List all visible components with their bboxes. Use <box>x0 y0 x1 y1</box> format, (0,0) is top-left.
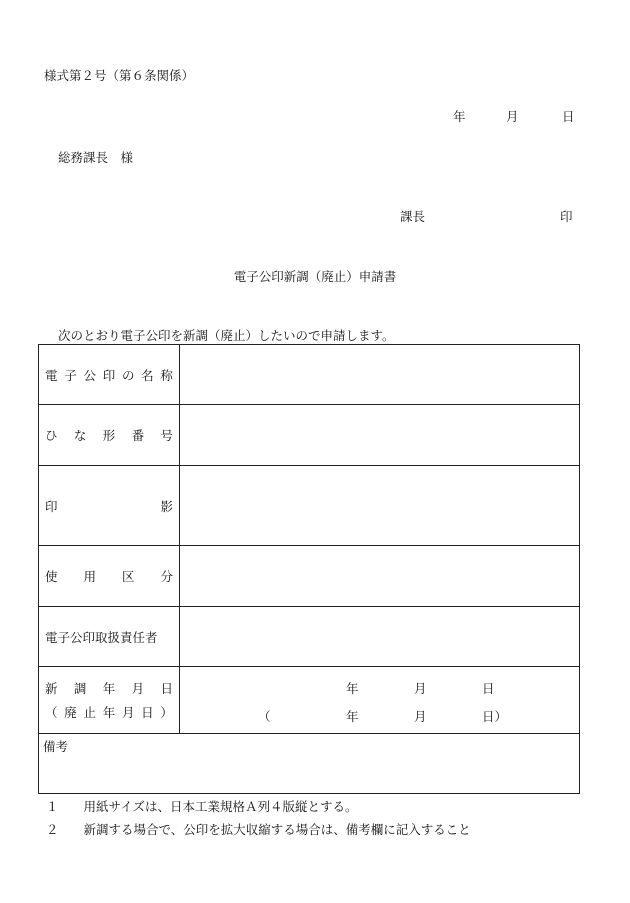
table-row-template-number <box>39 405 580 466</box>
applicant-title: 課長 <box>400 209 426 224</box>
application-form-table <box>38 344 580 794</box>
table-row-seal-name <box>39 345 580 405</box>
abolish-date-open-paren: （ <box>258 709 271 724</box>
note-1-number: １ <box>46 799 59 814</box>
new-date-year: 年 <box>346 681 359 696</box>
label-seal-impression: 印 影 <box>39 466 180 546</box>
addressee: 総務課長 様 <box>58 150 134 165</box>
note-2 <box>46 820 471 838</box>
field-seal-impression[interactable] <box>180 466 580 546</box>
date-day-label: 日 <box>562 109 575 124</box>
table-row-remarks <box>39 734 580 794</box>
field-seal-name[interactable] <box>180 345 580 405</box>
label-template-number: ひ な 形 番 号 <box>39 405 180 466</box>
form-number: 様式第２号（第６条関係） <box>44 68 195 83</box>
abolish-date-year: 年 <box>346 709 359 724</box>
note-2-number: ２ <box>46 822 59 837</box>
abolish-date-month: 月 <box>414 709 427 724</box>
date-month-label: 月 <box>506 109 519 124</box>
note-1-text: 用紙サイズは、日本工業規格Ａ列４版縦とする。 <box>83 799 358 814</box>
label-new-date: 新 調 年 月 日 （ 廃 止 年 月 日 ） <box>39 667 180 734</box>
seal-mark: 印 <box>560 209 573 224</box>
intro-text: 次のとおり電子公印を新調（廃止）したいので申請します。 <box>58 328 395 343</box>
table-row-new-date <box>39 667 580 734</box>
field-remarks[interactable] <box>39 734 580 794</box>
label-usage-category: 使 用 区 分 <box>39 546 180 607</box>
field-template-number[interactable] <box>180 405 580 466</box>
field-usage-category[interactable] <box>180 546 580 607</box>
label-seal-manager: 電子公印取扱責任者 <box>39 607 180 667</box>
date-year-label: 年 <box>453 109 466 124</box>
note-2-text: 新調する場合で、公印を拡大収縮する場合は、備考欄に記入すること <box>83 822 471 837</box>
document-title: 電子公印新調（廃止）申請書 <box>233 269 397 284</box>
table-row-seal-manager <box>39 607 580 667</box>
label-seal-name: 電 子 公 印 の 名 称 <box>39 345 180 405</box>
remarks-label: 備考 <box>43 739 69 754</box>
new-date-month: 月 <box>414 681 427 696</box>
field-seal-manager[interactable] <box>180 607 580 667</box>
note-1 <box>46 797 358 815</box>
table-row-usage-category <box>39 546 580 607</box>
field-new-date[interactable] <box>180 667 580 734</box>
new-date-day: 日 <box>482 681 495 696</box>
table-row-seal-impression <box>39 466 580 546</box>
abolish-date-day: 日） <box>482 709 508 724</box>
